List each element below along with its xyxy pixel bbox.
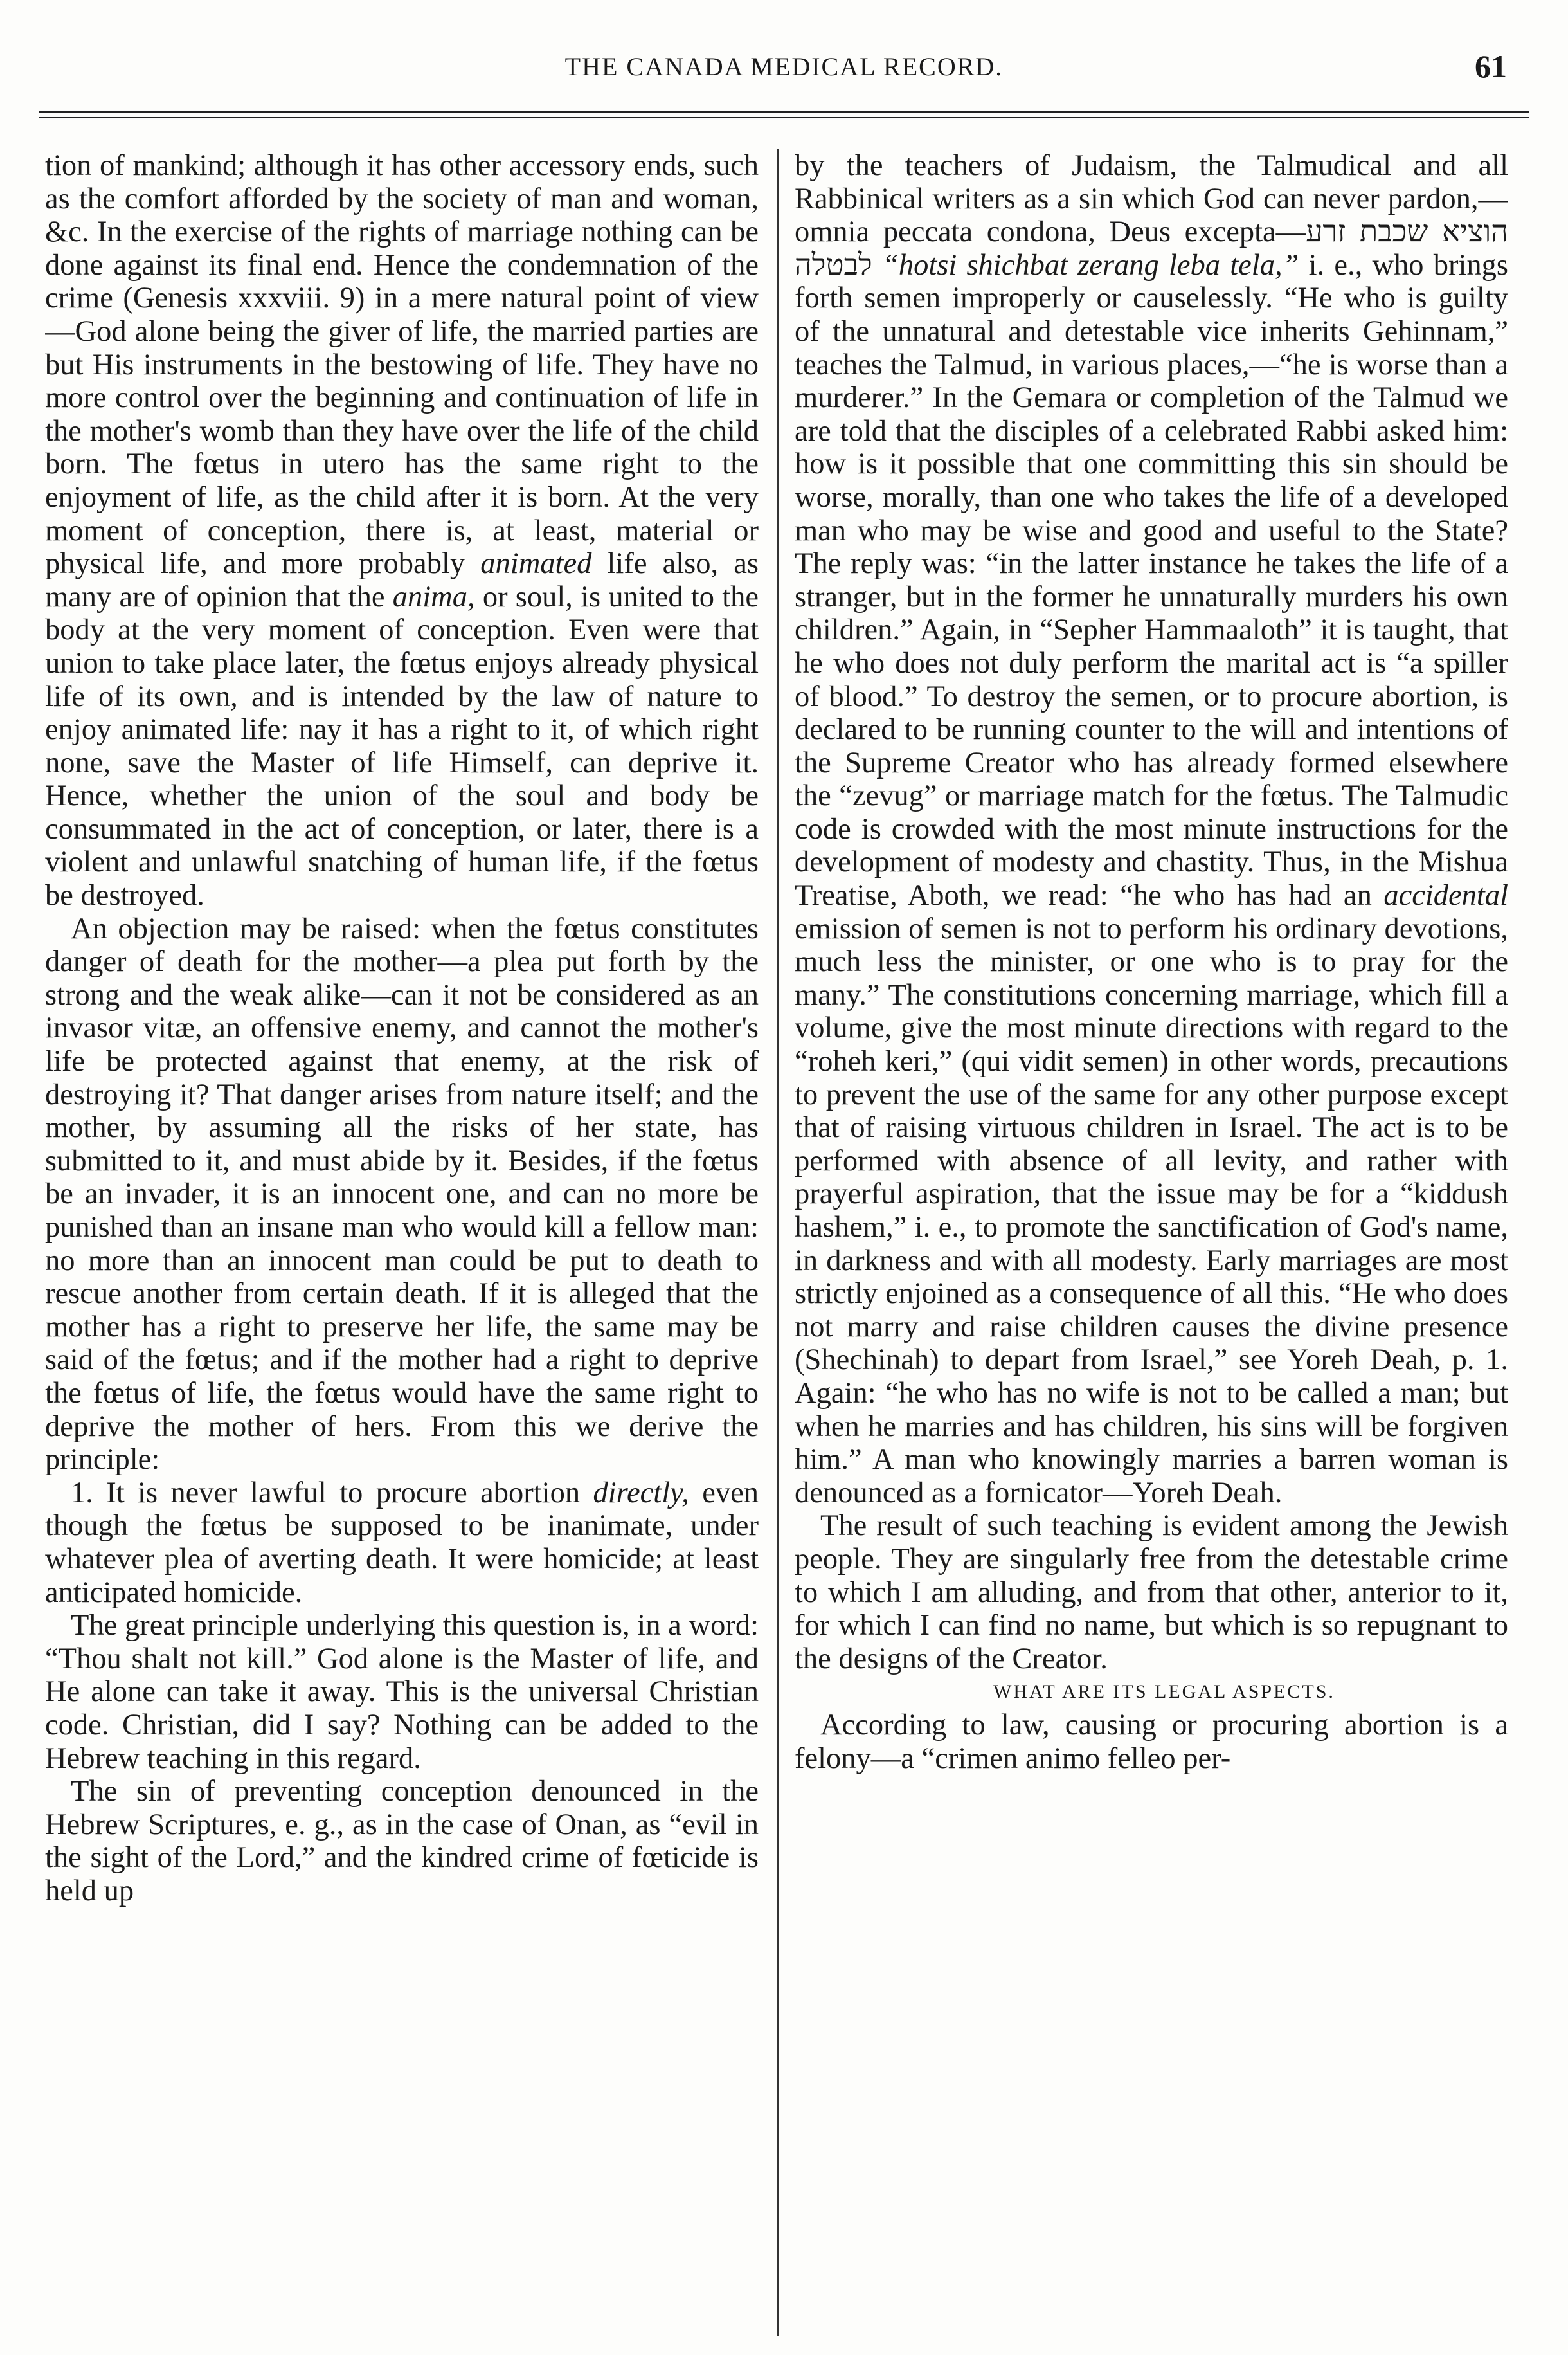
paragraph: According to law, causing or procuring abortion is a felony—a “crimen animo felleo per- [795,1708,1508,1775]
section-heading: WHAT ARE ITS LEGAL ASPECTS. [993,1681,1335,1703]
italic-text: animated [480,547,592,581]
italic-text: “hotsi shichbat zerang leba tela,” [881,248,1299,282]
left-column [45,149,759,2336]
paragraph: The great principle underlying this question is, in a word: “Thou shalt not kill.” God alone is the Master of life, and He alone can take it away. This is the universal Christian code. Christian, did I say? Nothing can be added to the Hebrew teaching in this regard. [45,1609,759,1775]
text-run: or soul, is united to the body at the very moment of conception. Even were that union to take place later, the fœtus enjoys already physical life of its own, and is intended by the law of nature to enjoy animated life: nay it has a right to it, of which right none, save the Master of life Himself, can deprive it. Hence, whether the union of the soul and body be consummated in the act of conception, or later, there is a violent and unlawful snatching of human life, if the fœtus be destroyed. [45,580,759,913]
header-rule-bottom [39,117,1529,118]
text-run: life also, as many are of opinion that the [45,547,759,614]
text-run: even though the fœtus be supposed to be inanimate, under whatever plea of averting death. It were homicide; at least anticipated homicide. [45,1476,759,1609]
running-header [0,39,1568,103]
right-column [795,149,1508,2336]
text-run: 1. It is never lawful to procure abortion [71,1476,581,1509]
paragraph [795,149,1508,1509]
paragraph [45,149,759,913]
page-number: 61 [1475,48,1507,84]
italic-text: accidental [1383,879,1508,913]
column-divider [777,149,779,2336]
paragraph: An objection may be raised: when the fœtus constitutes danger of death for the mother—a plea put forth by the strong and the weak alike—can it not be considered as an invasor vitæ, an offensive enemy, and cannot the mother's life be protected against that enemy, at the risk of destroying it? That danger arises from nature itself; and the mother, by assuming all the risks of her state, has submitted to it, and must abide by it. Besides, if the fœtus be an invader, it is an innocent one, and can no more be punished than an insane man who would kill a fellow man: no more than an innocent man could be put to death to rescue another from certain death. If it is alleged that the mother has a right to preserve her life, the same may be said of the fœtus; and if the mother had a right to deprive the fœtus of life, the fœtus would have the same right to deprive the mother of hers. From this we derive the principle: [45,912,759,1477]
running-title: THE CANADA MEDICAL RECORD. [564,52,1004,81]
text-run: i. e., who brings forth semen improperly or causelessly. “He who is guilty of the unnatural and detestable vice inherits Gehinnam,” teaches the Talmud, in various places,—“he is worse than a murderer.” In the Gemara or completion of the Talmud we are told that the disciples of a celebrated Rabbi asked him: how is it possible that one committing this sin should be worse, morally, than one who takes the life of a developed man who may be wise and good and useful to the State? The reply was: “in the latter instance he takes the life of a stranger, but in the former he unnaturally murders his own children.” Again, in “Sepher Hammaaloth” it is taught, that he who does not duly perform the marital act is “a spiller of blood.” To destroy the semen, or to procure abortion, is declared to be running counter to the will and intentions of the Supreme Creator who has already formed elsewhere the “zevug” or marriage match for the fœtus. The Talmudic code is crowded with the most minute instructions for the development of modesty and chastity. Thus, in the Mishua Treatise, Aboth, we read: “he who has had an [795,248,1508,913]
italic-text: anima, [392,580,475,614]
text-run: tion of mankind; although it has other accessory ends, such as the comfort afforded by the society of man and woman, &c. In the exercise of the rights of marriage nothing can be done against its final end. Hence the condemnation of the crime (Genesis xxxviii. 9) in a mere natural point of view—God alone being the giver of life, the married parties are but His instruments in the bestowing of life. They have no more control over the beginning and continuation of life in the mother's womb than they have over the life of the child born. The fœtus in utero has the same right to the enjoyment of life, as the child after it is born. At the very moment of conception, there is, at least, material or physical life, and more probably [45,149,759,581]
header-rule-top [39,111,1529,113]
paragraph [45,1477,759,1609]
italic-text: directly, [593,1476,689,1509]
text-run: emission of semen is not to perform his ordinary devotions, much less the minister, or one who is to pray for the many.” The constitutions concerning marriage, which fill a volume, give the most minute directions with regard to the “roheh keri,” (qui vidit semen) in other words, precautions to prevent the use of the same for any other purpose except that of raising virtuous children in Israel. The act is to be performed with absence of all levity, and rather with prayerful aspiration, that the issue may be for a “kiddush hashem,” i. e., to promote the sanctification of God's name, in darkness and with all modesty. Early marriages are most strictly enjoined as a consequence of all this. “He who does not marry and raise children causes the divine presence (Shechinah) to depart from Israel,” see Yoreh Deah, p. 1. Again: “he who has no wife is not to be called a man; but when he marries and has children, his sins will be forgiven him.” A man who knowingly marries a barren woman is denounced as a fornicator—Yoreh Deah. [795,912,1508,1509]
paragraph: The result of such teaching is evident among the Jewish people. They are singularly free from the detestable crime to which I am alluding, and from that other, anterior to it, for which I can find no name, but which is so repugnant to the designs of the Creator. [795,1509,1508,1675]
paragraph: The sin of preventing conception denounced in the Hebrew Scriptures, e. g., as in the case of Onan, as “evil in the sight of the Lord,” and the kindred crime of fœticide is held up [45,1775,759,1907]
text-run: by the teachers of Judaism, the Talmudical and all Rabbinical writers as a sin which God can never pardon,—omnia peccata condona, Deus excepta—הוציא שכבת זרע לבטלה [795,149,1508,282]
